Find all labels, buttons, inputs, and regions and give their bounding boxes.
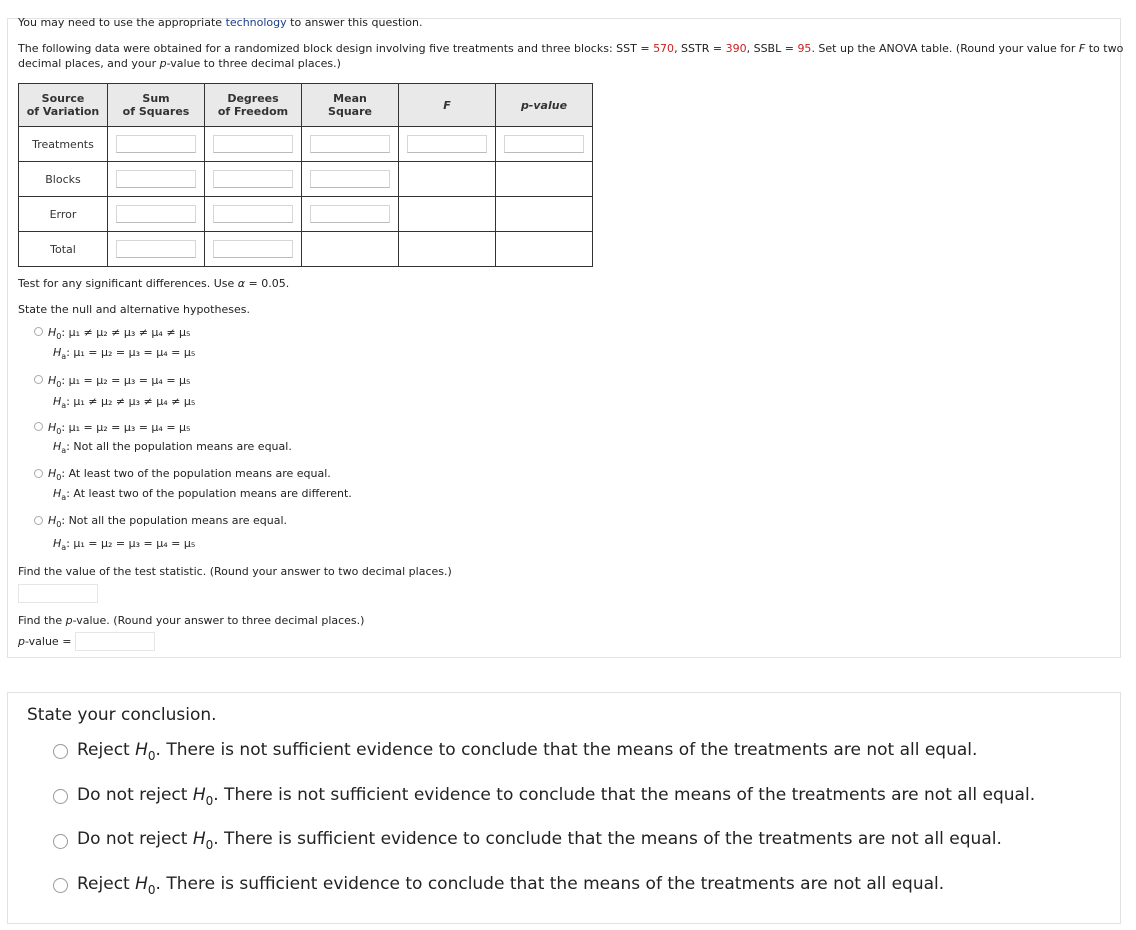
h-sub: 0: [56, 520, 62, 529]
intro-text: decimal places, and your: [18, 57, 160, 70]
ha-option-1: $H_a$: μ₁ = μ₂ = μ₃ = μ₄ = μ₅: [53, 346, 196, 361]
h-label: H: [53, 395, 62, 408]
ssbl-value: 95: [797, 42, 812, 55]
conclusion-text: Reject: [77, 740, 136, 760]
cell: [496, 232, 593, 267]
conclusion-text: . There is sufficient evidence to conclude that the means of the treatments are not all equal.: [155, 874, 945, 894]
conclusion-radio-3[interactable]: [53, 834, 68, 849]
header-label: Degrees: [227, 92, 279, 105]
h-label: H: [48, 326, 57, 339]
h-label: H: [53, 346, 62, 359]
cell: [399, 162, 496, 197]
h-sub: 0: [56, 332, 62, 341]
ha-text: μ₁ = μ₂ = μ₃ = μ₄ = μ₅: [73, 346, 196, 359]
hypothesis-radio-2[interactable]: [34, 375, 43, 384]
row-error: [19, 197, 593, 232]
h-sub: 0: [56, 380, 62, 389]
row-label: Error: [19, 197, 108, 232]
h-sub: 0: [56, 427, 62, 436]
header-f: [399, 84, 496, 127]
cell: [302, 127, 399, 162]
intro-line-1: [18, 16, 423, 30]
row-label: Treatments: [19, 127, 108, 162]
header-label: Source: [41, 92, 85, 105]
cell: [108, 127, 205, 162]
technology-link[interactable]: technology: [225, 16, 287, 29]
header-label: of Variation: [26, 105, 100, 118]
sstr-value: 390: [725, 42, 747, 55]
h0-text: μ₁ = μ₂ = μ₃ = μ₄ = μ₅: [68, 421, 191, 434]
header-degrees-of-freedom: [205, 84, 302, 127]
row-label: Blocks: [19, 162, 108, 197]
header-label: p-value: [520, 98, 568, 112]
h-sub: a: [61, 401, 67, 410]
blocks-ms-input[interactable]: [310, 170, 390, 188]
p-label: -value =: [24, 635, 72, 648]
ha-option-3: $H_a$: Not all the population means are equal.: [53, 440, 292, 455]
h0-text: μ₁ ≠ μ₂ ≠ μ₃ ≠ μ₄ ≠ μ₅: [68, 326, 191, 339]
intro-text: to two: [1085, 42, 1124, 55]
h-sub: a: [61, 446, 67, 455]
intro-line-2: [18, 42, 1123, 56]
ha-text: Not all the population means are equal.: [73, 440, 292, 453]
conclusion-title: State your conclusion.: [27, 705, 217, 725]
cell: [496, 197, 593, 232]
alpha-symbol: α: [237, 277, 246, 290]
header-label: Square: [328, 105, 372, 118]
ha-option-2: $H_a$: μ₁ ≠ μ₂ ≠ μ₃ ≠ μ₄ ≠ μ₅: [53, 395, 196, 410]
h-label: H: [53, 487, 62, 500]
error-df-input[interactable]: [213, 205, 293, 223]
hypothesis-radio-4[interactable]: [34, 469, 43, 478]
find-p-text: p: [65, 614, 73, 627]
h-sub: a: [61, 493, 67, 502]
h0-option-4: $H_0$: At least two of the population means are equal.: [48, 467, 331, 482]
h-label: H: [53, 440, 62, 453]
intro-text: F: [1078, 42, 1086, 55]
conclusion-text: Do not reject: [77, 829, 193, 849]
header-p-value: [496, 84, 593, 127]
h0-text: Not all the population means are equal.: [68, 514, 287, 527]
row-treatments: [19, 127, 593, 162]
header-mean-square: [302, 84, 399, 127]
header-label: Mean: [333, 92, 367, 105]
cell: [399, 197, 496, 232]
treatments-f-input[interactable]: [407, 135, 487, 153]
conclusion-text: Reject: [77, 874, 136, 894]
cell: [302, 232, 399, 267]
h-sub: 0: [56, 473, 62, 482]
h0-option-2: $H_0$: μ₁ = μ₂ = μ₃ = μ₄ = μ₅: [48, 374, 191, 389]
find-p-text: -value. (Round your answer to three decimal places.): [72, 614, 365, 627]
h-label: H: [48, 467, 57, 480]
header-label: Sum: [142, 92, 170, 105]
treatments-df-input[interactable]: [213, 135, 293, 153]
cell: [108, 197, 205, 232]
intro-text: -value to three decimal places.): [166, 57, 341, 70]
conclusion-radio-2[interactable]: [53, 789, 68, 804]
h-label: H: [48, 421, 57, 434]
treatments-ms-input[interactable]: [310, 135, 390, 153]
conclusion-radio-1[interactable]: [53, 744, 68, 759]
hypothesis-radio-5[interactable]: [34, 516, 43, 525]
cell: [496, 127, 593, 162]
header-source: [19, 84, 108, 127]
cell: [399, 127, 496, 162]
h0-option-5: $H_0$: Not all the population means are equal.: [48, 514, 287, 529]
test-statistic-input[interactable]: [18, 584, 98, 603]
row-total: [19, 232, 593, 267]
row-blocks: [19, 162, 593, 197]
conclusion-text: . There is not sufficient evidence to conclude that the means of the treatments are not all equal.: [155, 740, 978, 760]
total-ss-input[interactable]: [116, 240, 196, 258]
intro-text: , SSTR =: [674, 42, 726, 55]
header-label: of Freedom: [217, 105, 289, 118]
conclusion-text: . There is not sufficient evidence to conclude that the means of the treatments are not all equal.: [213, 785, 1036, 805]
error-ss-input[interactable]: [116, 205, 196, 223]
test-text: = 0.05.: [245, 277, 290, 290]
h0-text: μ₁ = μ₂ = μ₃ = μ₄ = μ₅: [68, 374, 191, 387]
state-hypotheses-label: State the null and alternative hypotheses.: [18, 303, 250, 316]
blocks-ss-input[interactable]: [116, 170, 196, 188]
h0-text: At least two of the population means are equal.: [68, 467, 331, 480]
h-label: H: [135, 874, 148, 894]
row-label: Total: [19, 232, 108, 267]
find-p-value-label: [18, 614, 364, 628]
anova-table: [18, 83, 593, 267]
cell: [205, 197, 302, 232]
cell: [302, 162, 399, 197]
h-label: H: [135, 740, 148, 760]
intro-text: to answer this question.: [286, 16, 423, 29]
cell: [108, 232, 205, 267]
treatments-p-input[interactable]: [504, 135, 584, 153]
p-value-input[interactable]: [75, 632, 155, 651]
conclusion-option-2: [77, 785, 1036, 808]
h-label: H: [48, 514, 57, 527]
header-sum-of-squares: [108, 84, 205, 127]
cell: [205, 127, 302, 162]
cell: [205, 162, 302, 197]
header-label: F: [443, 98, 451, 112]
h0-option-1: $H_0$: μ₁ ≠ μ₂ ≠ μ₃ ≠ μ₄ ≠ μ₅: [48, 326, 191, 341]
ha-text: μ₁ ≠ μ₂ ≠ μ₃ ≠ μ₄ ≠ μ₅: [73, 395, 196, 408]
h-sub: 0: [147, 883, 156, 897]
conclusion-text: . There is sufficient evidence to conclude that the means of the treatments are not all equal.: [213, 829, 1002, 849]
blocks-df-input[interactable]: [213, 170, 293, 188]
h-label: H: [48, 374, 57, 387]
h-sub: a: [61, 352, 67, 361]
treatments-ss-input[interactable]: [116, 135, 196, 153]
h-label: H: [53, 537, 62, 550]
p-label: p: [18, 635, 25, 648]
ha-text: At least two of the population means are different.: [73, 487, 352, 500]
intro-text: You may need to use the appropriate: [18, 16, 226, 29]
conclusion-option-3: [77, 829, 1002, 852]
h0-option-3: $H_0$: μ₁ = μ₂ = μ₃ = μ₄ = μ₅: [48, 421, 191, 436]
conclusion-radio-4[interactable]: [53, 878, 68, 893]
cell: [108, 162, 205, 197]
anova-header-row: [19, 84, 593, 127]
intro-text: The following data were obtained for a randomized block design involving five treatments and three blocks: SST =: [18, 42, 654, 55]
h-label: H: [192, 829, 206, 849]
ha-text: μ₁ = μ₂ = μ₃ = μ₄ = μ₅: [73, 537, 196, 550]
cell: [496, 162, 593, 197]
find-p-text: Find the: [18, 614, 66, 627]
conclusion-option-4: [77, 874, 945, 897]
cell: [205, 232, 302, 267]
intro-text: , SSBL =: [746, 42, 798, 55]
test-instruction: [18, 277, 289, 291]
ha-option-4: $H_a$: At least two of the population means are different.: [53, 487, 352, 502]
h-sub: 0: [205, 838, 214, 852]
sst-value: 570: [653, 42, 675, 55]
test-text: Test for any significant differences. Use: [18, 277, 238, 290]
h-sub: 0: [147, 749, 156, 763]
error-ms-input[interactable]: [310, 205, 390, 223]
hypothesis-radio-3[interactable]: [34, 422, 43, 431]
header-label: of Squares: [122, 105, 190, 118]
h-label: H: [192, 785, 206, 805]
conclusion-text: Do not reject: [77, 785, 193, 805]
intro-line-3: [18, 57, 341, 71]
find-test-statistic-label: Find the value of the test statistic. (Round your answer to two decimal places.): [18, 565, 452, 578]
cell: [399, 232, 496, 267]
cell: [302, 197, 399, 232]
h-sub: 0: [205, 794, 214, 808]
hypothesis-radio-1[interactable]: [34, 327, 43, 336]
h-sub: a: [61, 543, 67, 552]
total-df-input[interactable]: [213, 240, 293, 258]
intro-text: . Set up the ANOVA table. (Round your value for: [811, 42, 1079, 55]
ha-option-5: $H_a$: μ₁ = μ₂ = μ₃ = μ₄ = μ₅: [53, 537, 196, 552]
p-value-label: [18, 635, 71, 649]
intro-text: p: [159, 57, 167, 70]
conclusion-option-1: [77, 740, 978, 763]
